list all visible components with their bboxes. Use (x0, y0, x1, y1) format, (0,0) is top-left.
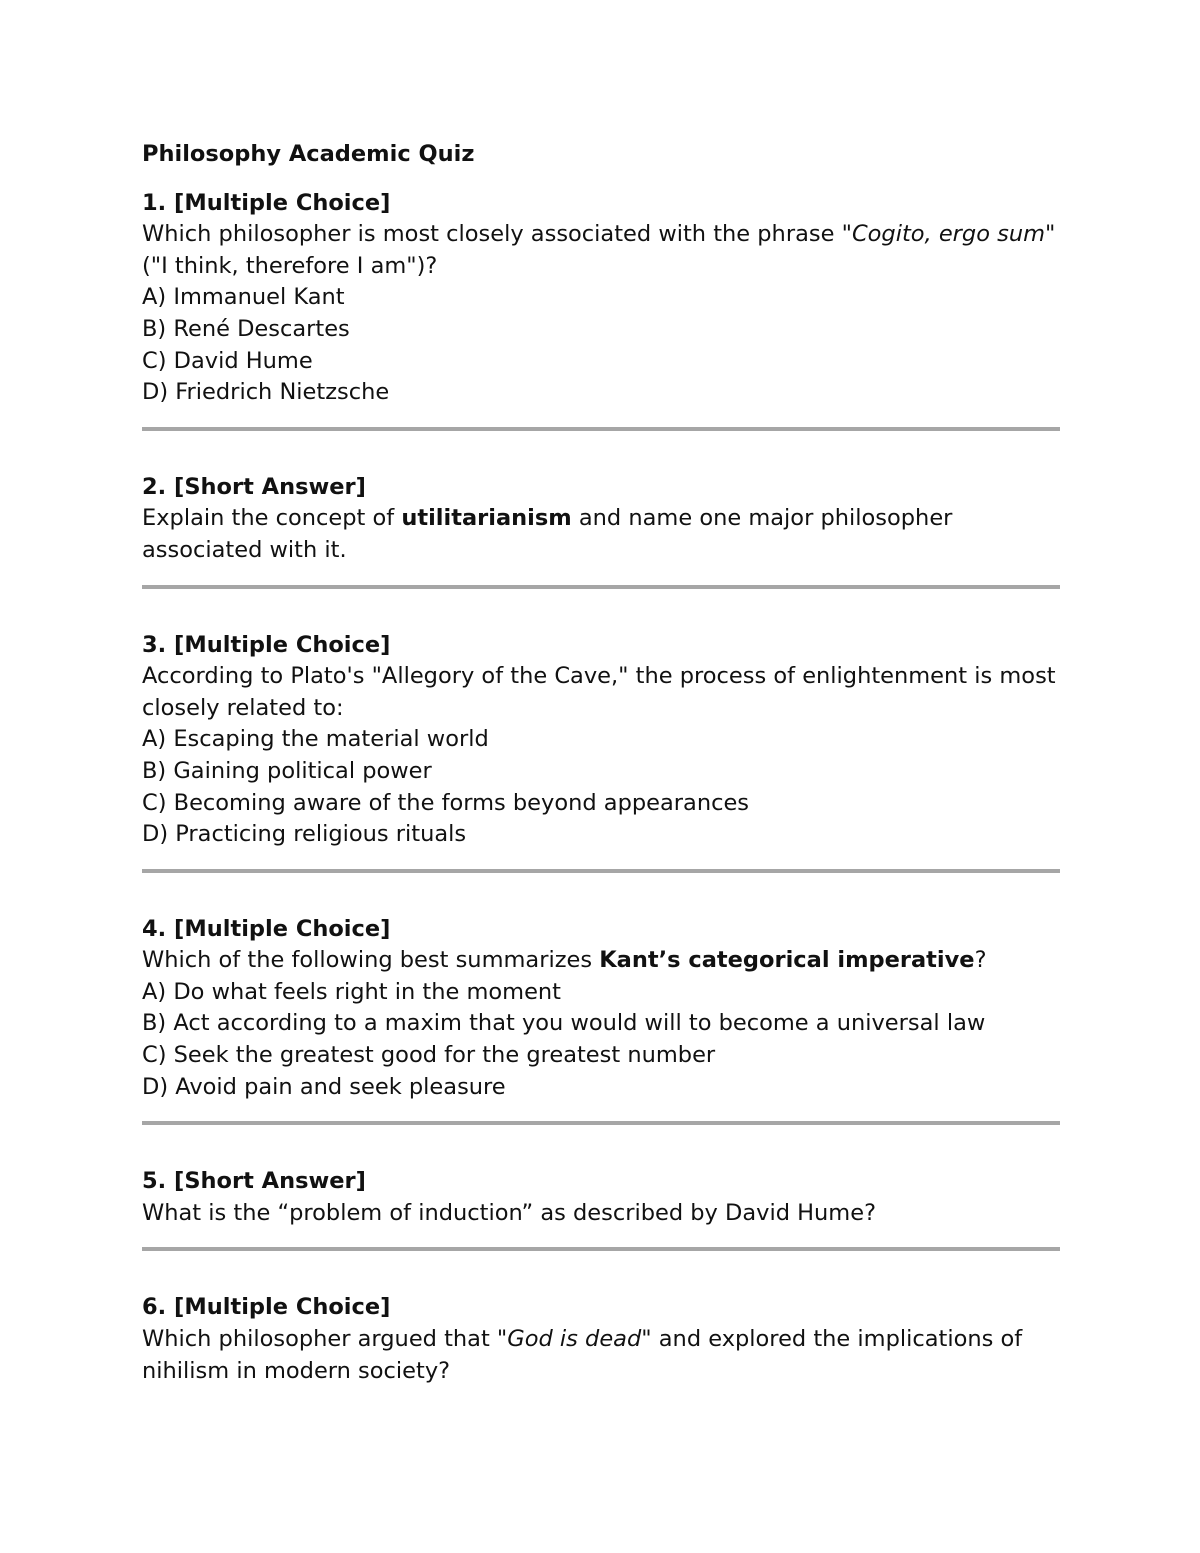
question-4-prompt: Which of the following best summarizes Kant’s categorical imperative? (142, 947, 987, 974)
question-4-bold-term: Kant’s categorical imperative (599, 947, 975, 974)
question-3-prompt: According to Plato's "Allegory of the Cave," the process of enlightenment is most closely related to: (142, 663, 1056, 721)
question-3-option-b: B) Gaining political power (142, 757, 432, 784)
question-1-option-b: B) René Descartes (142, 315, 350, 342)
question-5-prompt: What is the “problem of induction” as described by David Hume? (142, 1199, 877, 1226)
question-1-option-d: D) Friedrich Nietzsche (142, 379, 390, 406)
question-3-option-d: D) Practicing religious rituals (142, 821, 467, 848)
question-3-option-a: A) Escaping the material world (142, 726, 489, 753)
question-6-heading: 6. [Multiple Choice] (142, 1294, 391, 1321)
question-1-prompt: Which philosopher is most closely associated with the phrase "Cogito, ergo sum" ("I think, therefore I am")? (142, 221, 1056, 279)
question-3 (142, 630, 1060, 851)
question-4-option-a: A) Do what feels right in the moment (142, 978, 562, 1005)
question-4-heading: 4. [Multiple Choice] (142, 915, 391, 942)
question-5 (142, 1166, 1060, 1229)
question-1-option-c: C) David Hume (142, 347, 313, 374)
question-5-heading: 5. [Short Answer] (142, 1168, 366, 1195)
quiz-title: Philosophy Academic Quiz (142, 141, 475, 167)
question-4-option-b: B) Act according to a maxim that you would will to become a universal law (142, 1010, 986, 1037)
question-3-heading: 3. [Multiple Choice] (142, 631, 391, 658)
question-4-option-d: D) Avoid pain and seek pleasure (142, 1073, 506, 1100)
question-2-prompt: Explain the concept of utilitarianism and name one major philosopher associated with it. (142, 505, 953, 563)
question-2 (142, 472, 1060, 567)
question-6-prompt: Which philosopher argued that "God is dead" and explored the implications of nihilism in modern society? (142, 1326, 1023, 1384)
question-1-heading: 1. [Multiple Choice] (142, 189, 391, 216)
question-4-option-c: C) Seek the greatest good for the greatest number (142, 1042, 716, 1069)
question-6-italic-phrase: God is dead (507, 1326, 642, 1353)
question-1-option-a: A) Immanuel Kant (142, 284, 345, 311)
quiz-content (142, 139, 1060, 1387)
question-2-bold-term: utilitarianism (401, 505, 572, 532)
question-1 (142, 188, 1060, 409)
question-2-heading: 2. [Short Answer] (142, 473, 366, 500)
question-6 (142, 1292, 1060, 1387)
question-3-option-c: C) Becoming aware of the forms beyond appearances (142, 789, 750, 816)
question-4 (142, 914, 1060, 1104)
question-1-italic-phrase: Cogito, ergo sum (851, 221, 1046, 248)
